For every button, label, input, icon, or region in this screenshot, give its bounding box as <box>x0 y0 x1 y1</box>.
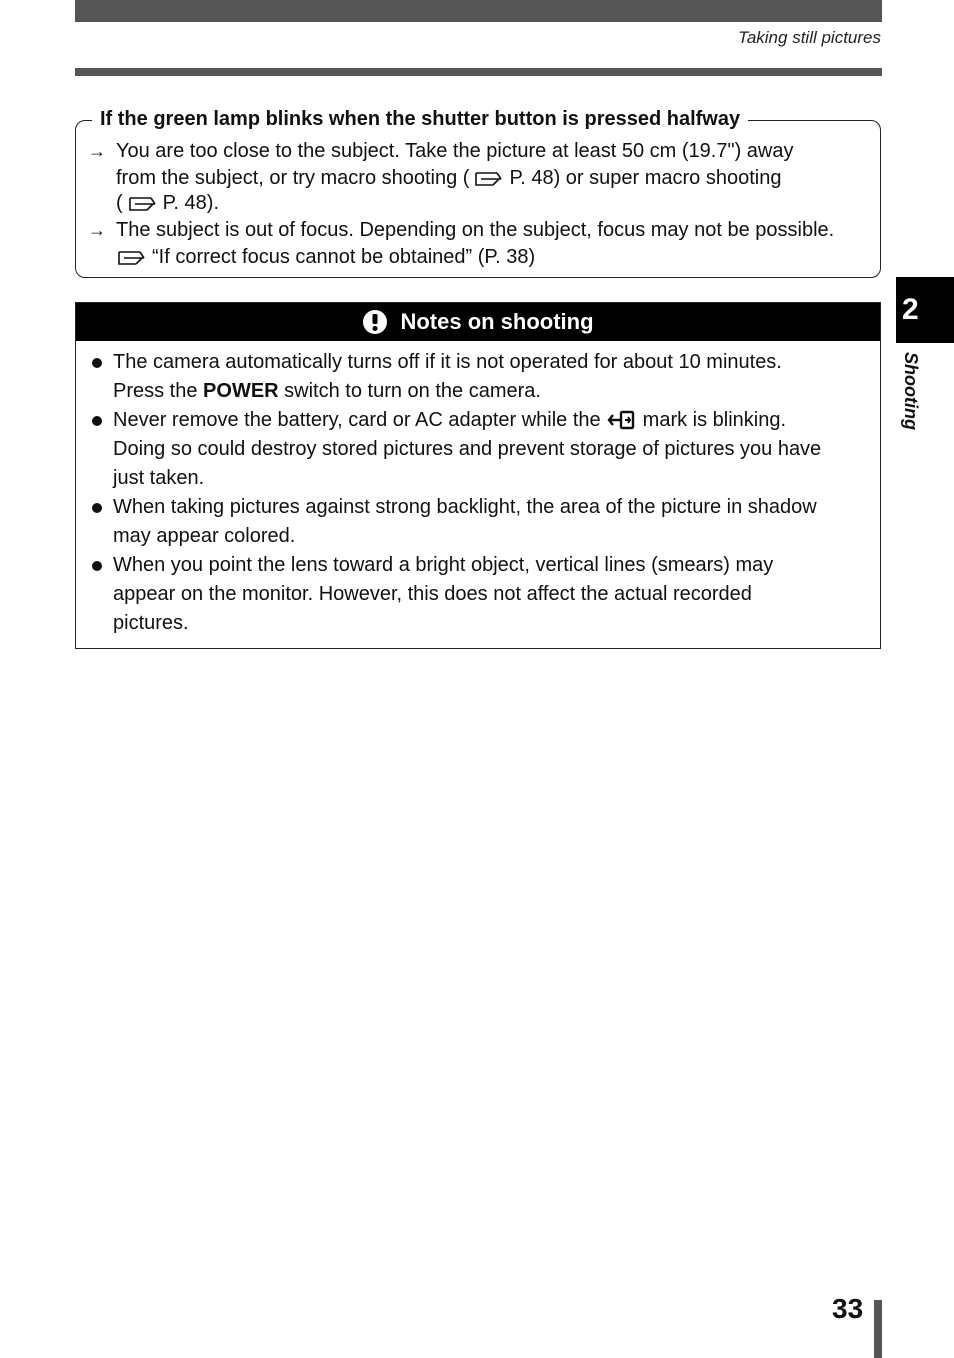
arrow-icon: → <box>88 220 106 240</box>
bullet-icon <box>92 503 102 513</box>
bullet-icon <box>92 561 102 571</box>
tip-item-1-line-3: ( P. 48). <box>116 192 220 214</box>
note-2-line-3: just taken. <box>113 467 205 489</box>
section-title: Taking still pictures <box>738 28 881 47</box>
notes-box <box>75 302 881 649</box>
note-1-line-2: Press the POWER switch to turn on the camera. <box>113 380 541 402</box>
note-4-line-1: When you point the lens toward a bright object, vertical lines (smears) may <box>113 554 774 576</box>
tip-item-1-line-1: You are too close to the subject. Take the picture at least 50 cm (19.7") away <box>116 140 794 162</box>
header-sub-bar <box>75 68 882 76</box>
page-number: 33 <box>832 1293 864 1324</box>
page-reference-icon <box>116 249 148 267</box>
note-4-line-2: appear on the monitor. However, this does not affect the actual recorded <box>113 583 752 605</box>
notes-header <box>76 303 880 341</box>
page-reference-icon <box>127 195 159 213</box>
tip-title: If the green lamp blinks when the shutter button is pressed halfway <box>92 108 748 131</box>
bullet-icon <box>92 416 102 426</box>
card-access-icon <box>607 409 637 431</box>
note-1-line-1: The camera automatically turns off if it is not operated for about 10 minutes. <box>113 351 782 373</box>
tip-item-2-line-1: The subject is out of focus. Depending on the subject, focus may not be possible. <box>116 219 835 241</box>
caution-icon <box>362 309 388 335</box>
note-3-line-2: may appear colored. <box>113 525 296 547</box>
note-2-line-2: Doing so could destroy stored pictures and prevent storage of pictures you have <box>113 438 822 460</box>
arrow-icon: → <box>88 141 106 161</box>
note-3-line-1: When taking pictures against strong backlight, the area of the picture in shadow <box>113 496 817 518</box>
note-2-line-1: Never remove the battery, card or AC adapter while the mark is blinking. <box>113 409 787 431</box>
tip-item-2-line-2: “If correct focus cannot be obtained” (P. 38) <box>112 244 535 271</box>
notes-title: Notes on shooting <box>400 309 594 334</box>
note-4-line-3: pictures. <box>113 612 189 634</box>
header-top-bar <box>75 0 882 22</box>
page-reference-icon <box>473 170 505 188</box>
chapter-label: Shooting <box>901 352 921 430</box>
chapter-tab: 2 <box>896 277 954 343</box>
page-number-bar <box>874 1300 882 1358</box>
bullet-icon <box>92 358 102 368</box>
power-switch-label: POWER <box>203 380 279 402</box>
tip-item-1-line-2: from the subject, or try macro shooting ( P. 48) or super macro shooting <box>116 167 782 189</box>
